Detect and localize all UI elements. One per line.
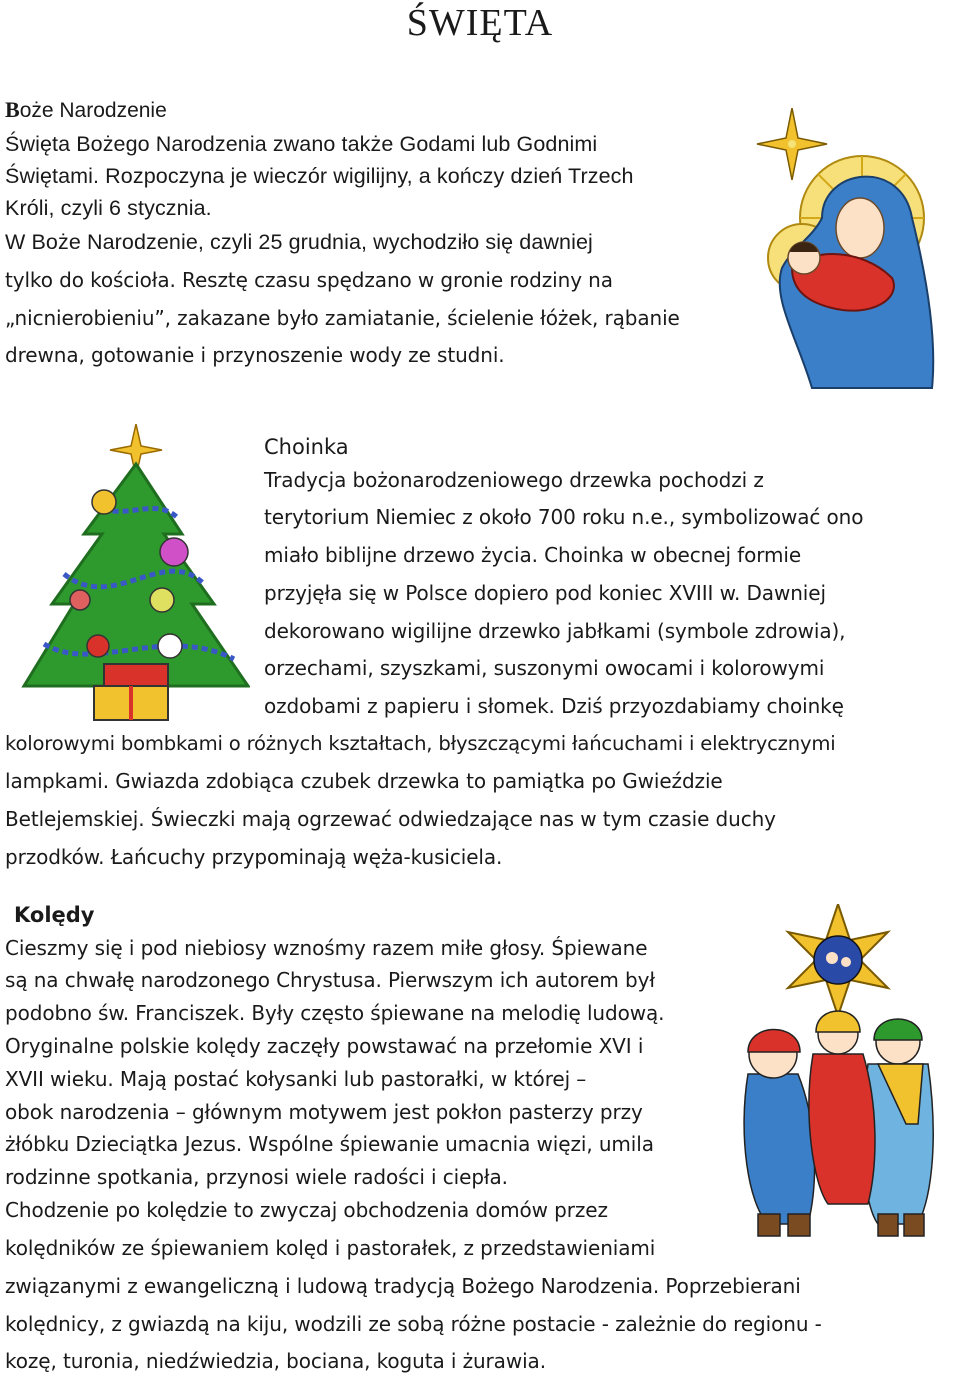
paragraph-line: drewna, gotowanie i przynoszenie wody ze studni.	[5, 343, 505, 367]
paragraph-line: tylko do kościoła. Resztę czasu spędzano w gronie rodziny na	[5, 268, 613, 292]
page-title: ŚWIĘTA	[406, 2, 554, 44]
christmas-tree-icon	[4, 424, 250, 724]
heading-rest: oże Narodzenie	[19, 99, 167, 122]
section-heading-boze-narodzenie	[5, 96, 167, 125]
heading-initial: B	[5, 97, 20, 122]
section-heading-koledy: Kolędy	[14, 903, 95, 927]
paragraph-line: kolorowymi bombkami o różnych kształtach, błyszczącymi łańcuchami i elektrycznymi	[5, 732, 836, 755]
paragraph-line: przyjęła się w Polsce dopiero pod koniec XVIII w. Dawniej	[264, 581, 826, 605]
paragraph-line: Betlejemskiej. Świeczki mają ogrzewać odwiedzające nas w tym czasie duchy	[5, 807, 776, 831]
paragraph-line: orzechami, szyszkami, suszonymi owocami i kolorowymi	[264, 656, 825, 680]
paragraph-line: obok narodzenia – głównym motywem jest pokłon pasterzy przy	[5, 1100, 643, 1124]
paragraph-line: Cieszmy się i pod niebiosy wznośmy razem miłe głosy. Śpiewane	[5, 936, 648, 960]
paragraph-line: Oryginalne polskie kolędy zaczęły powstawać na przełomie XVI i	[5, 1034, 644, 1058]
paragraph-line: kozę, turonia, niedźwiedzia, bociana, koguta i żurawia.	[5, 1349, 546, 1373]
paragraph-line: są na chwałę narodzonego Chrystusa. Pierwszym ich autorem był	[5, 968, 655, 992]
carolers-with-star-icon	[728, 904, 954, 1240]
madonna-and-child-icon	[752, 108, 942, 393]
paragraph-line: Chodzenie po kolędzie to zwyczaj obchodzenia domów przez	[5, 1198, 608, 1222]
paragraph-line: XVII wieku. Mają postać kołysanki lub pastorałki, w której –	[5, 1067, 587, 1091]
paragraph-line: związanymi z ewangeliczną i ludową tradycją Bożego Narodzenia. Poprzebierani	[5, 1274, 801, 1298]
paragraph-line: miało biblijne drzewo życia. Choinka w obecnej formie	[264, 543, 802, 567]
paragraph-line: kolędnicy, z gwiazdą na kiju, wodzili ze sobą różne postacie - zależnie do regionu -	[5, 1312, 822, 1336]
paragraph-line: Króli, czyli 6 stycznia.	[5, 196, 212, 220]
paragraph-line: Święta Bożego Narodzenia zwano także Godami lub Godnimi	[5, 132, 598, 156]
paragraph-line: rodzinne spotkania, przynosi wiele radości i ciepła.	[5, 1165, 508, 1189]
paragraph-line: kolędników ze śpiewaniem kolęd i pastorałek, z przedstawieniami	[5, 1236, 656, 1260]
paragraph-line: Świętami. Rozpoczyna je wieczór wigilijny, a kończy dzień Trzech	[5, 164, 634, 188]
paragraph-line: podobno św. Franciszek. Były często śpiewane na melodię ludową.	[5, 1001, 665, 1025]
paragraph-line: przodków. Łańcuchy przypominają węża-kusiciela.	[5, 845, 503, 869]
section-heading-choinka: Choinka	[264, 435, 349, 459]
paragraph-line: żłóbku Dzieciątka Jezus. Wspólne śpiewanie umacnia więzi, umila	[5, 1132, 654, 1156]
paragraph-line: Tradycja bożonarodzeniowego drzewka pochodzi z	[264, 468, 764, 492]
paragraph-line: ozdobami z papieru i słomek. Dziś przyozdabiamy choinkę	[264, 694, 844, 718]
paragraph-line: W Boże Narodzenie, czyli 25 grudnia, wychodziło się dawniej	[5, 230, 593, 254]
paragraph-line: „nicnierobieniu”, zakazane było zamiatanie, ścielenie łóżek, rąbanie	[5, 306, 680, 330]
paragraph-line: lampkami. Gwiazda zdobiąca czubek drzewka to pamiątka po Gwieździe	[5, 769, 723, 793]
paragraph-line: dekorowano wigilijne drzewko jabłkami (symbole zdrowia),	[264, 619, 846, 643]
paragraph-line: terytorium Niemiec z około 700 roku n.e., symbolizować ono	[264, 505, 864, 529]
